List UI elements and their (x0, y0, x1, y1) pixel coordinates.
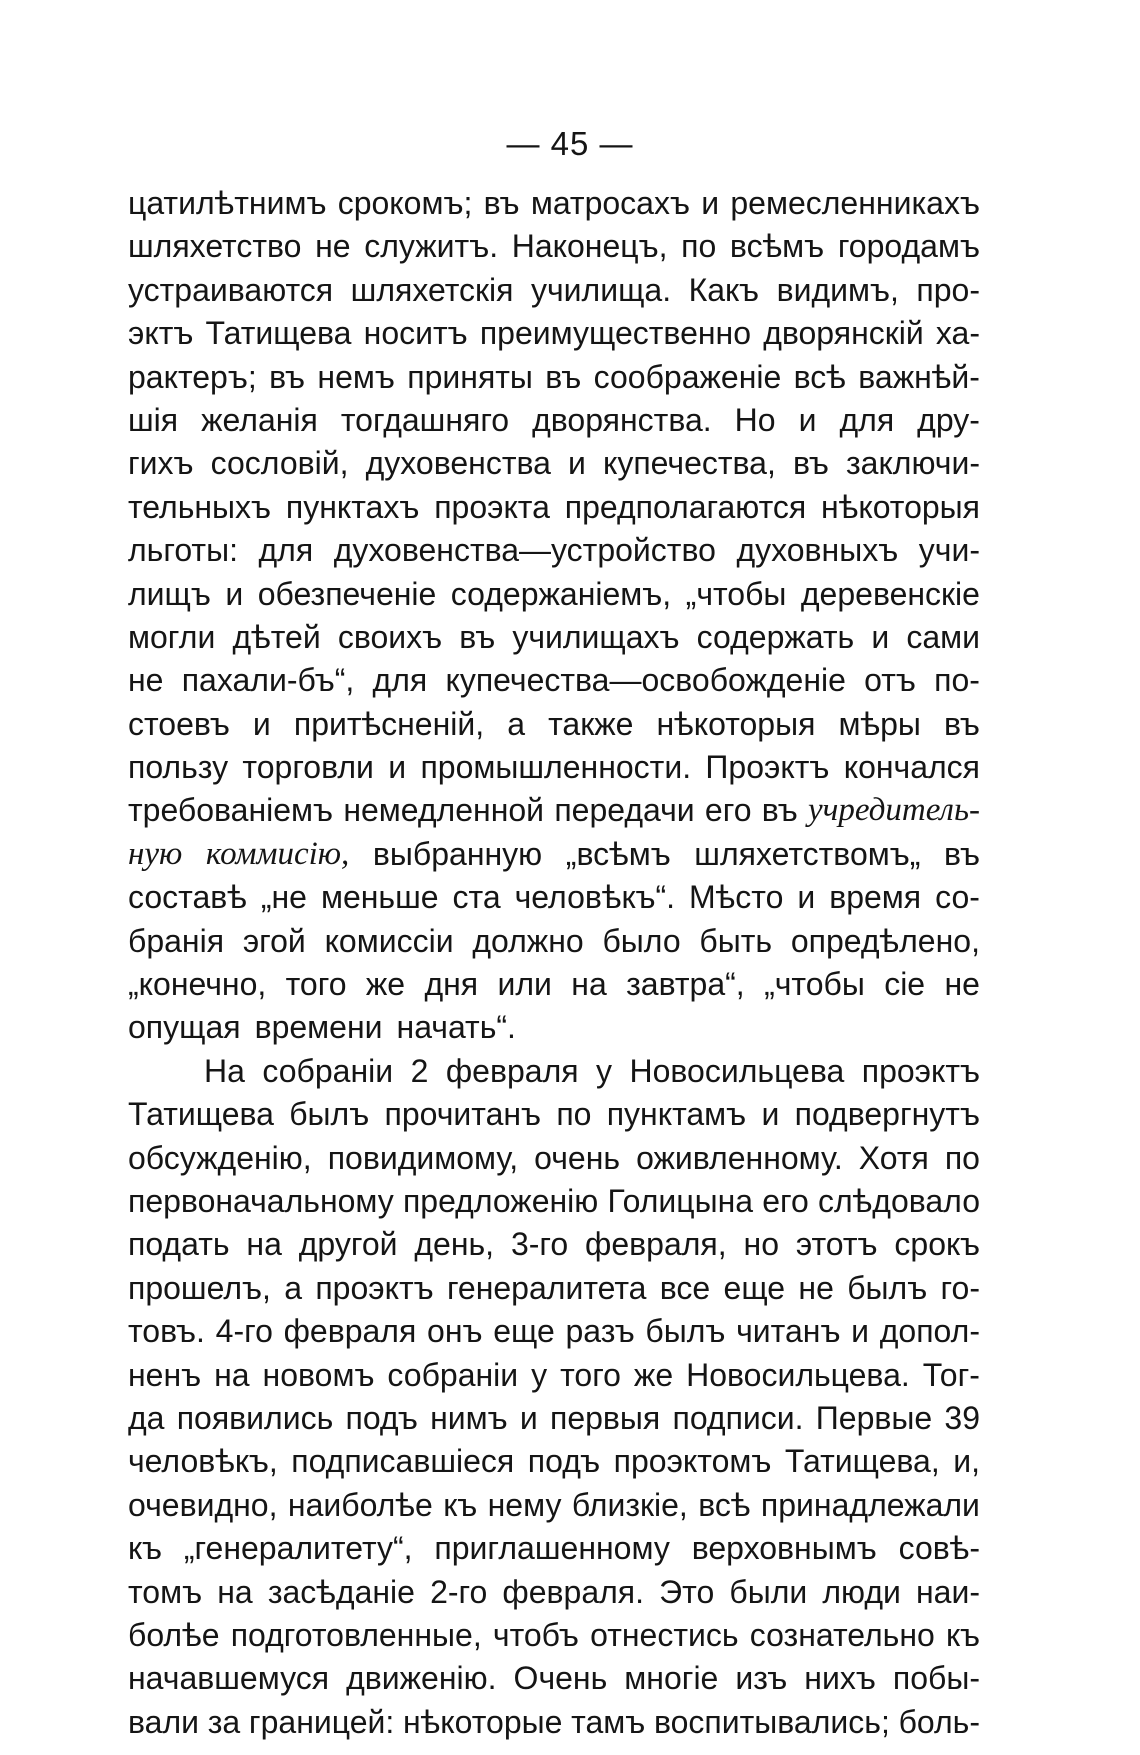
word: по (944, 1139, 980, 1176)
word: 39 (944, 1399, 980, 1436)
word: проэктомъ (613, 1443, 772, 1480)
word: также (548, 705, 634, 742)
word: Это (659, 1573, 715, 1610)
word: передачи (554, 792, 695, 829)
word: всѣмъ (729, 228, 825, 265)
word: составѣ (128, 879, 247, 916)
word: проэкта (434, 488, 550, 525)
word: боль- (898, 1703, 980, 1740)
word: матросахъ (530, 185, 690, 221)
word: Новосильцева. (686, 1356, 910, 1393)
word: „чтобы (764, 966, 865, 1003)
word: немедленной (343, 792, 545, 829)
word: близкіе, (571, 1486, 688, 1523)
word: преимущественно (479, 315, 751, 352)
word: Татищева (205, 315, 352, 352)
word: повидимому, (327, 1139, 519, 1176)
word: 2-го (430, 1573, 488, 1610)
word: у (531, 1356, 548, 1393)
word: еще (723, 1269, 786, 1306)
word: того (560, 1356, 621, 1393)
word: цатилѣтнимъ (128, 185, 327, 221)
word: срокомъ; (337, 185, 473, 221)
word: дня (424, 966, 479, 1003)
word: „всѣмъ (565, 835, 671, 872)
word: были (729, 1573, 808, 1610)
text-line (128, 876, 980, 919)
word: въ (944, 835, 980, 872)
word: день, (414, 1226, 495, 1263)
word: изъ (735, 1660, 788, 1697)
word: человѣкъ“. (514, 879, 676, 916)
word: бранія (128, 922, 225, 959)
text-line (128, 225, 980, 268)
text-line (128, 399, 980, 442)
word: со- (935, 879, 980, 916)
word: за (207, 1703, 241, 1740)
italic-word: ную (128, 835, 183, 872)
word: своихъ (337, 618, 443, 655)
word: сіе (884, 966, 926, 1003)
word: чтобъ (492, 1616, 579, 1653)
word: къ (128, 1530, 162, 1567)
word: Первые (815, 1399, 933, 1436)
word: все (659, 1269, 711, 1306)
word: и (252, 705, 271, 742)
word: притѣсненій, (293, 705, 485, 742)
text-line (128, 356, 980, 399)
page-number: — 45 — (506, 125, 634, 162)
word: засѣданіе (267, 1573, 415, 1610)
word: и (701, 185, 720, 221)
text-line (128, 573, 980, 616)
word: очевидно, (128, 1486, 278, 1523)
text-line (128, 1050, 980, 1093)
word: для (839, 401, 895, 438)
word: купечества, (602, 445, 776, 482)
word: къ (443, 1486, 478, 1523)
word: рактеръ; (128, 358, 257, 395)
word: Наконецъ, (511, 228, 668, 265)
word: срокъ (894, 1226, 980, 1263)
text-line (128, 1354, 980, 1397)
word: и (798, 401, 817, 438)
word: соображеніе (593, 358, 782, 395)
word: должно (472, 922, 584, 959)
word: содержаніемъ, (450, 575, 672, 612)
word: въ (459, 618, 496, 655)
word: нему (487, 1486, 562, 1523)
text-line (128, 789, 980, 832)
text-line (128, 1006, 980, 1049)
word: ха- (935, 315, 980, 352)
word: учи- (918, 532, 980, 569)
word: быть (699, 922, 773, 959)
word: приглашенному (434, 1530, 670, 1567)
text-line (128, 659, 980, 702)
text-line (128, 442, 980, 485)
word: побы- (892, 1660, 980, 1697)
word: шляхетскія (350, 271, 514, 308)
word: воспитывались; (653, 1703, 890, 1740)
word: и (851, 1313, 870, 1350)
word: училища. (530, 271, 672, 308)
word: Новосильцева (629, 1052, 845, 1089)
word: подвергнутъ (794, 1096, 980, 1133)
word: шляхетствомъ„ (694, 835, 921, 872)
word: февраля, (585, 1226, 727, 1263)
word: февраля. (502, 1573, 645, 1610)
word: Хотя (858, 1139, 929, 1176)
word: къ (945, 1616, 980, 1653)
word: время (829, 879, 922, 916)
word: завтра“, (626, 966, 745, 1003)
word: духовенства (365, 445, 551, 482)
word: совѣ- (898, 1530, 980, 1567)
word: Проэктъ (705, 749, 830, 786)
word: дру- (917, 401, 980, 438)
word: выбранную (372, 835, 543, 872)
word: дѣтей (232, 618, 321, 655)
word: и (761, 1096, 780, 1133)
word: собраніи (387, 1356, 519, 1393)
word: еще (493, 1313, 555, 1350)
word: тамъ (571, 1703, 646, 1740)
word: для (258, 532, 314, 569)
word: пунктахъ (285, 488, 420, 525)
word: а (284, 1269, 303, 1306)
word: „генералитету“, (183, 1530, 413, 1567)
word: на (246, 1226, 282, 1263)
word: 2 (410, 1052, 429, 1089)
word: приняты (407, 358, 533, 395)
word: оживленному. (636, 1139, 843, 1176)
word: кончался (843, 749, 980, 786)
word: Татищева (128, 1096, 274, 1133)
word: у (596, 1052, 613, 1089)
italic-word: коммисію, (205, 835, 350, 872)
word: первоначальному (128, 1182, 394, 1219)
word: духовныхъ (736, 532, 899, 569)
word: нѣкоторые (403, 1703, 563, 1740)
word: по (681, 228, 717, 265)
word: не (798, 1269, 834, 1306)
word: прочитанъ (384, 1096, 542, 1133)
word: собраніи (262, 1052, 394, 1089)
word: нѣкоторыя (656, 705, 816, 742)
word: дворянства. (532, 401, 712, 438)
word: лищъ (128, 575, 211, 612)
word: подготовленные, (230, 1616, 482, 1653)
word: въ (483, 185, 520, 221)
word: городамъ (837, 228, 980, 265)
text-line (128, 1267, 980, 1310)
word: эктъ (128, 315, 194, 352)
word: слѣдовало (817, 1182, 980, 1219)
word: не (128, 662, 164, 699)
word: всѣ (793, 358, 846, 395)
word: подать (128, 1226, 230, 1263)
word: Очень (513, 1660, 608, 1697)
word: училищахъ (512, 618, 680, 655)
word: обезпеченіе (257, 575, 437, 612)
word: опредѣлено, (790, 922, 980, 959)
word: на (214, 1356, 250, 1393)
word: „не (260, 879, 307, 916)
text-line (128, 1614, 980, 1657)
word: былъ (645, 1313, 726, 1350)
word: ненъ (128, 1356, 202, 1393)
word: носитъ (363, 315, 468, 352)
word: по (556, 1096, 592, 1133)
word: стоевъ (128, 705, 230, 742)
word: сословій, (210, 445, 349, 482)
word: Татищева, (784, 1443, 940, 1480)
word: Голицына (607, 1182, 754, 1219)
word: движенію. (346, 1660, 497, 1697)
word: предполагаются (564, 488, 807, 525)
word: времени (254, 1009, 383, 1046)
word: подписавшіеся (291, 1443, 515, 1480)
word: прошелъ, (128, 1269, 271, 1306)
text-line (128, 1137, 980, 1180)
word: 3-го (510, 1226, 569, 1263)
word: появились (176, 1399, 334, 1436)
word: томъ (128, 1573, 203, 1610)
word: не (944, 966, 980, 1003)
word: комиссіи (324, 922, 454, 959)
word: ремесленникахъ (730, 185, 980, 221)
text-line (128, 1484, 980, 1527)
word: видимъ, (776, 271, 899, 308)
word: подписи. (672, 1399, 804, 1436)
text-line (128, 1571, 980, 1614)
word: меньше (320, 879, 439, 916)
word: сами (906, 618, 980, 655)
word: опущая (128, 1009, 241, 1046)
text-line (128, 616, 980, 659)
text-line (128, 1223, 980, 1266)
word: нимъ (430, 1399, 508, 1436)
word: наиболѣе (287, 1486, 433, 1523)
word: въ (269, 358, 306, 395)
text-line (128, 1397, 980, 1440)
word: нихъ (804, 1660, 876, 1697)
word: допол- (879, 1313, 980, 1350)
word: болѣе (128, 1616, 220, 1653)
word: первыя (550, 1399, 661, 1436)
word: по- (934, 662, 980, 699)
text-line (128, 1657, 980, 1700)
word: люди (822, 1573, 901, 1610)
word: въ (545, 358, 582, 395)
word: важнѣй- (858, 358, 980, 395)
word: февраля (283, 1313, 417, 1350)
word: предложенію (402, 1182, 599, 1219)
text-line (128, 963, 980, 1006)
word: онъ (427, 1313, 483, 1350)
word: былъ (289, 1096, 370, 1133)
word: пользу (128, 749, 229, 786)
word: новомъ (262, 1356, 375, 1393)
word: былъ (847, 1269, 928, 1306)
word: товъ. (128, 1313, 205, 1350)
word: немъ (317, 358, 395, 395)
word: заключи- (845, 445, 980, 482)
word: а (507, 705, 526, 742)
text-line (128, 1093, 980, 1136)
word: требованіемъ (128, 792, 334, 829)
word: го- (940, 1269, 980, 1306)
word: другой (298, 1226, 398, 1263)
word: не (315, 228, 351, 265)
word: начавшемуся (128, 1660, 330, 1697)
text-line (128, 1180, 980, 1223)
word: и (568, 445, 586, 482)
word: промышленности. (420, 749, 692, 786)
word: да (128, 1399, 165, 1436)
word: тельныхъ (128, 488, 272, 525)
word: вали (128, 1703, 199, 1740)
word: въ (761, 792, 798, 829)
word: мѣры (838, 705, 921, 742)
word: очень (534, 1139, 621, 1176)
word: но (743, 1226, 779, 1263)
word: на (571, 966, 607, 1003)
word: этотъ (795, 1226, 878, 1263)
word: нѣкоторыя (821, 488, 980, 525)
word: и (388, 749, 407, 786)
word: ста (452, 879, 501, 916)
word: проэктъ (861, 1052, 980, 1089)
word: Но (734, 401, 776, 438)
word: желанія (201, 401, 318, 438)
word: его (704, 792, 752, 829)
word: могли (128, 618, 216, 655)
word: „чтобы (685, 575, 787, 612)
text-line (128, 269, 980, 312)
word: про- (916, 271, 980, 308)
word: и, (953, 1443, 980, 1480)
text-line (128, 1310, 980, 1353)
word: На (204, 1052, 245, 1089)
word: „конечно, (128, 966, 267, 1003)
word: подъ (345, 1399, 418, 1436)
word: на (217, 1573, 253, 1610)
word: принадлежали (760, 1486, 980, 1523)
word: читанъ (736, 1313, 841, 1350)
text-line (128, 529, 980, 572)
word: всѣ (698, 1486, 751, 1523)
word: служитъ. (364, 228, 499, 265)
word: подъ (527, 1443, 601, 1480)
word: верховнымъ (691, 1530, 877, 1567)
word: Мѣсто (689, 879, 784, 916)
word: шляхетство (128, 228, 302, 265)
text-line (128, 920, 980, 963)
italic-word: учредитель- (807, 792, 980, 829)
word: и (519, 1399, 538, 1436)
word: разъ (565, 1313, 635, 1350)
word: гихъ (128, 445, 194, 482)
word: того (285, 966, 347, 1003)
word: эгой (242, 922, 306, 959)
word: 4-го (215, 1313, 273, 1350)
word: его (762, 1182, 809, 1219)
text-line (128, 312, 980, 355)
word: духовенства—устройство (333, 532, 716, 569)
word: сознательно (749, 1616, 935, 1653)
word: обсужденію, (128, 1139, 312, 1176)
text-line (128, 182, 980, 225)
word: и (225, 575, 244, 612)
text-line (128, 1527, 980, 1570)
word: для (372, 662, 428, 699)
word: пунктамъ (606, 1096, 747, 1133)
word: отъ (864, 662, 916, 699)
word: или (497, 966, 552, 1003)
word: генералитета (446, 1269, 647, 1306)
word: человѣкъ, (128, 1443, 278, 1480)
word: наи- (916, 1573, 980, 1610)
text-line (128, 746, 980, 789)
text-line (128, 1701, 980, 1744)
word: было (602, 922, 681, 959)
word: границей: (248, 1703, 395, 1740)
text-line (128, 1440, 980, 1483)
word: тогдашняго (340, 401, 510, 438)
body-text (128, 182, 980, 1744)
word: и (871, 618, 890, 655)
word: проэктъ (315, 1269, 434, 1306)
word: пахали-бъ“, (181, 662, 355, 699)
word: деревенскіе (800, 575, 980, 612)
word: шія (128, 401, 179, 438)
word: устраиваются (128, 271, 334, 308)
word: содержать (696, 618, 855, 655)
text-line (128, 703, 980, 746)
text-line (128, 486, 980, 529)
word: въ (792, 445, 829, 482)
word: дворянскій (763, 315, 924, 352)
word: и (797, 879, 816, 916)
word: отнестись (590, 1616, 739, 1653)
text-line (128, 833, 980, 876)
word: же (633, 1356, 674, 1393)
word: торговли (242, 749, 374, 786)
word: Какъ (688, 271, 760, 308)
word: же (365, 966, 406, 1003)
word: многіе (624, 1660, 719, 1697)
word: купечества—освобожденіе (445, 662, 846, 699)
word: Тог- (922, 1356, 980, 1393)
word: въ (943, 705, 980, 742)
word: февраля (445, 1052, 579, 1089)
word: начать“. (396, 1009, 516, 1046)
word: льготы: (128, 532, 238, 569)
